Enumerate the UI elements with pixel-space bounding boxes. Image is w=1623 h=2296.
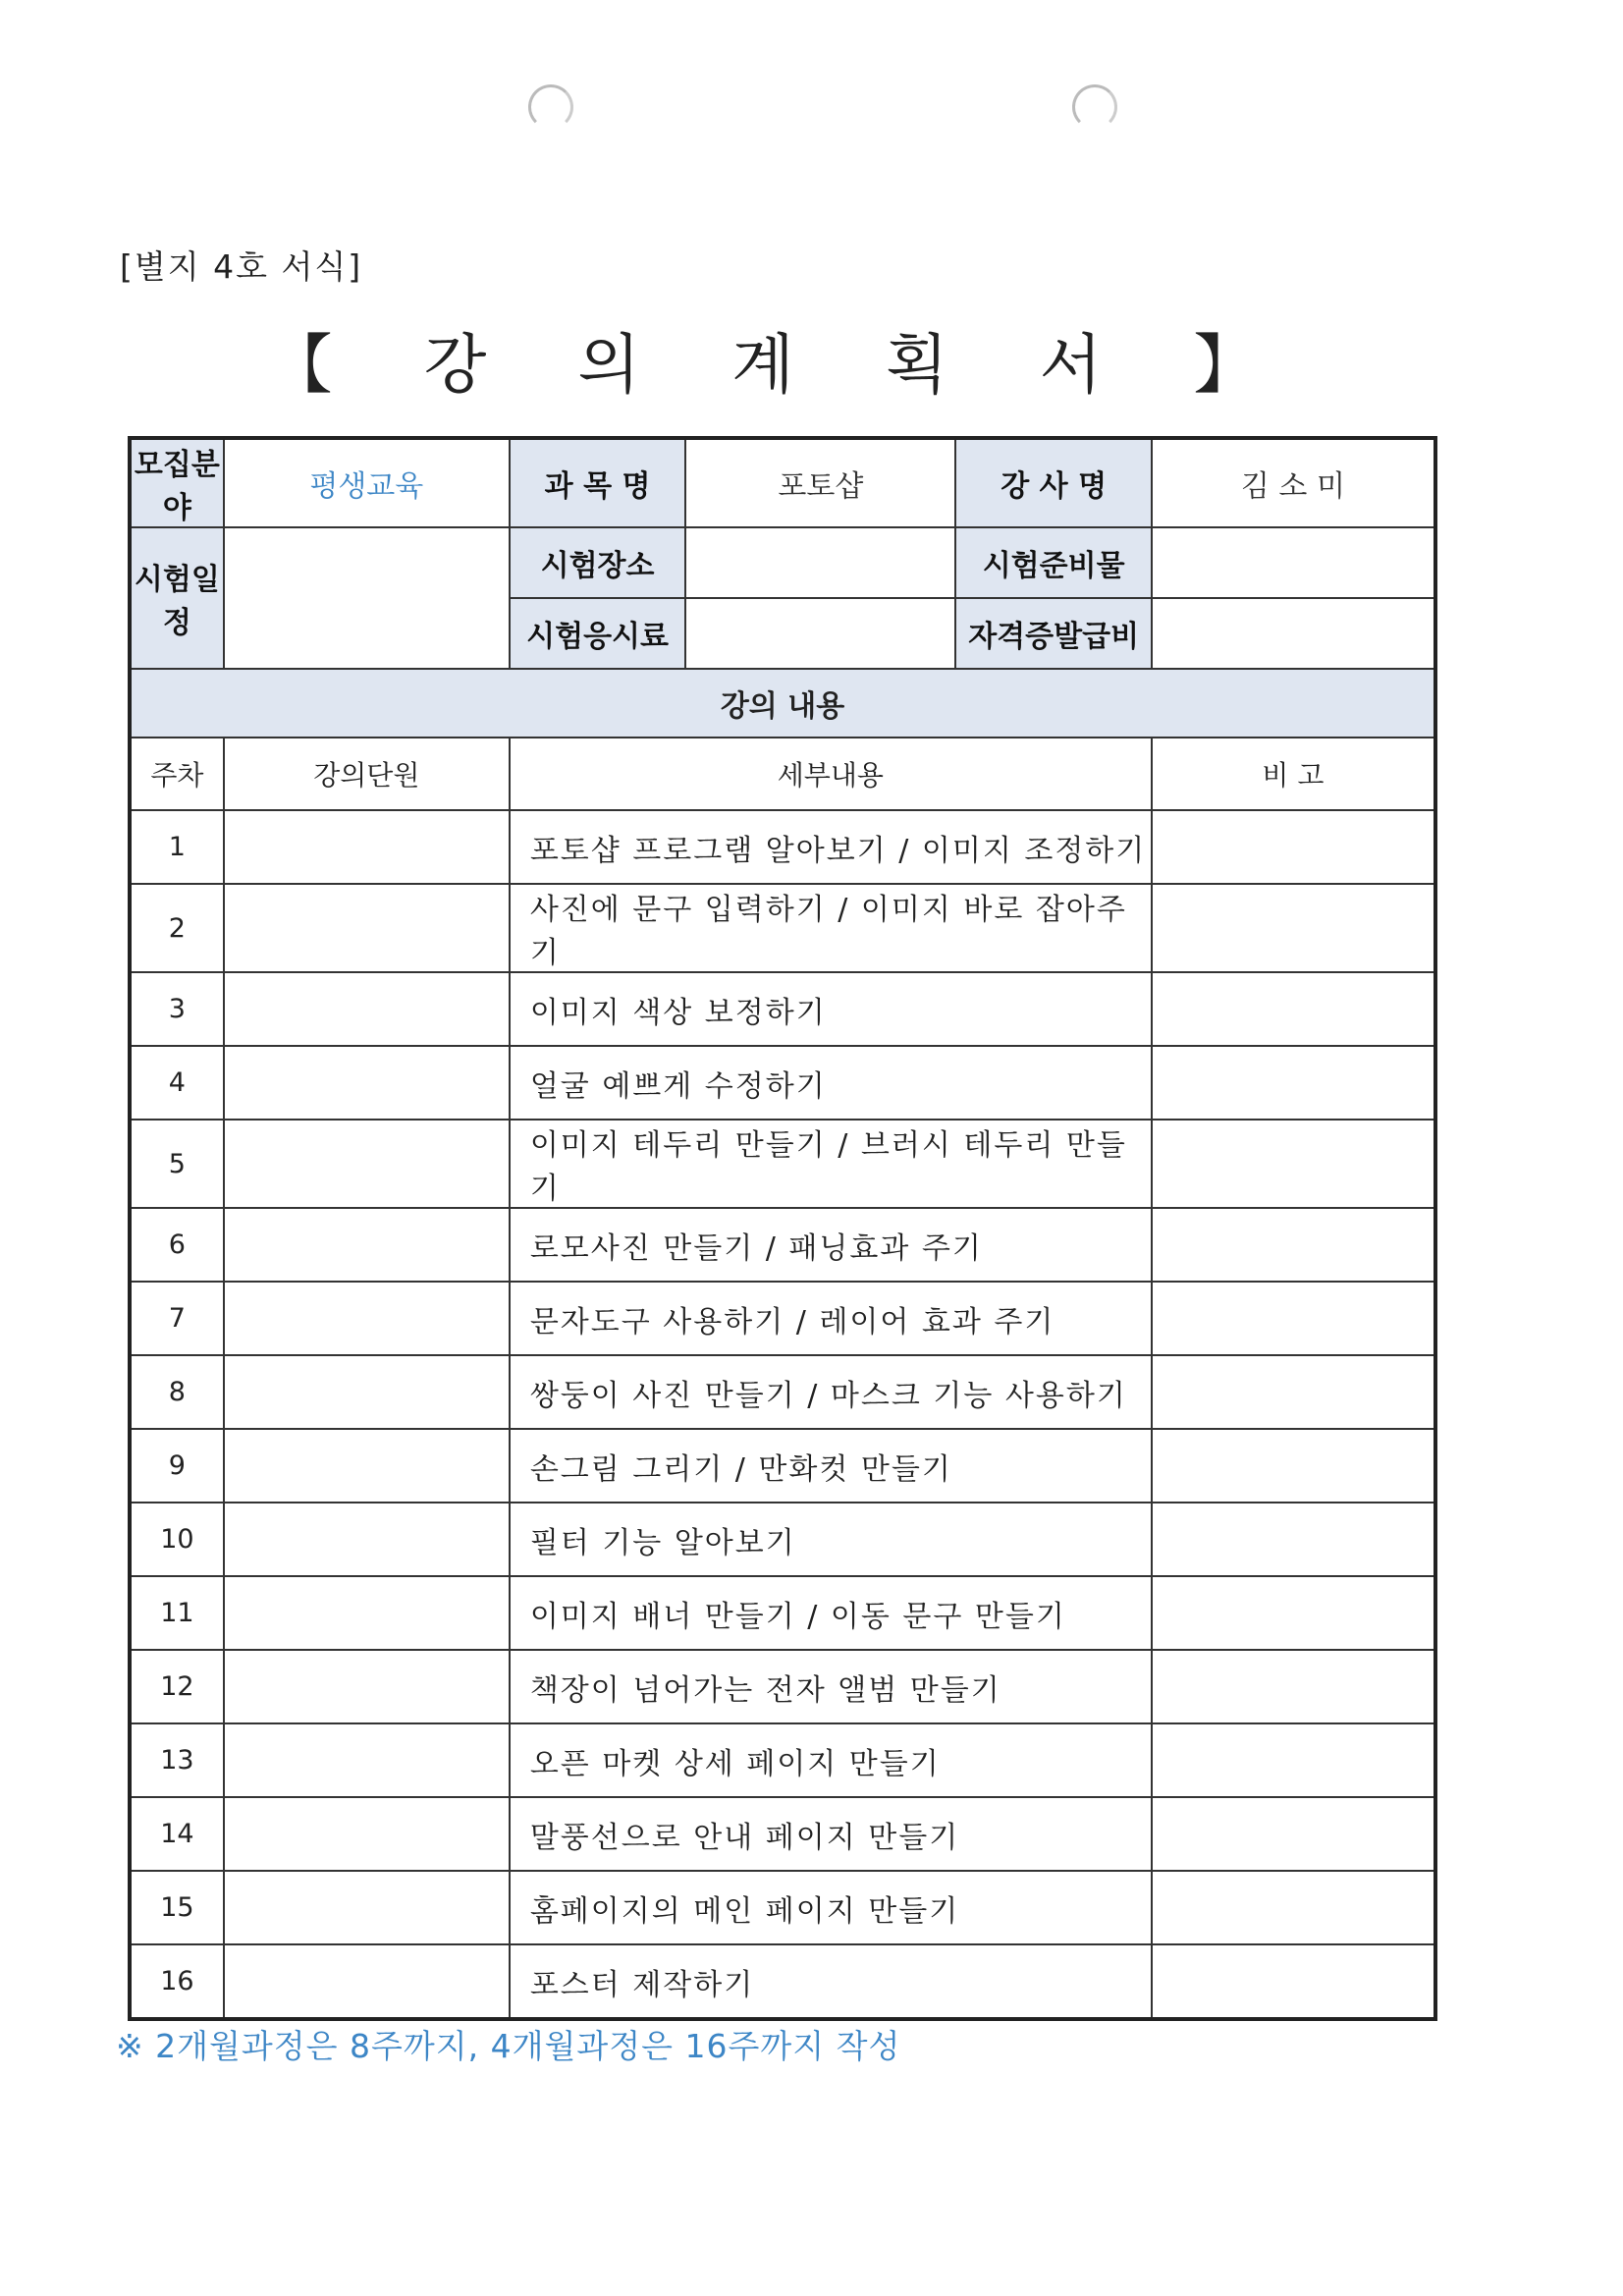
detail-cell: 얼굴 예쁘게 수정하기 <box>510 1046 1152 1120</box>
table-row <box>130 1429 1435 1503</box>
exam-place-value <box>685 527 955 598</box>
unit-cell <box>224 1871 510 1944</box>
table-row <box>130 884 1435 972</box>
detail-cell: 이미지 색상 보정하기 <box>510 972 1152 1046</box>
week-number: 12 <box>130 1650 224 1723</box>
column-header-detail: 세부내용 <box>510 738 1152 810</box>
exam-schedule-value <box>224 527 510 669</box>
detail-cell: 사진에 문구 입력하기 / 이미지 바로 잡아주기 <box>510 884 1152 972</box>
unit-cell <box>224 1503 510 1576</box>
exam-place-label: 시험장소 <box>510 527 685 598</box>
field-label: 모집분야 <box>130 438 224 527</box>
table-row <box>130 1944 1435 2019</box>
week-number: 15 <box>130 1871 224 1944</box>
note-cell <box>1152 1723 1435 1797</box>
exam-fee-value <box>685 598 955 669</box>
note-cell <box>1152 972 1435 1046</box>
column-header-note: 비 고 <box>1152 738 1435 810</box>
week-number: 4 <box>130 1046 224 1120</box>
note-cell <box>1152 1576 1435 1650</box>
note-cell <box>1152 884 1435 972</box>
unit-cell <box>224 810 510 884</box>
table-row <box>130 1650 1435 1723</box>
column-header-unit: 강의단원 <box>224 738 510 810</box>
exam-supplies-label: 시험준비물 <box>955 527 1151 598</box>
unit-cell <box>224 1120 510 1208</box>
unit-cell <box>224 1208 510 1282</box>
detail-cell: 홈페이지의 메인 페이지 만들기 <box>510 1871 1152 1944</box>
punch-hole-right <box>1072 84 1117 130</box>
instructor-value: 김 소 미 <box>1152 438 1435 527</box>
week-number: 16 <box>130 1944 224 2019</box>
column-header-week: 주차 <box>130 738 224 810</box>
exam-schedule-label: 시험일정 <box>130 527 224 669</box>
detail-cell: 책장이 넘어가는 전자 앨범 만들기 <box>510 1650 1152 1723</box>
note-cell <box>1152 1429 1435 1503</box>
detail-cell: 오픈 마켓 상세 페이지 만들기 <box>510 1723 1152 1797</box>
cert-fee-value <box>1152 598 1435 669</box>
detail-cell: 포토샵 프로그램 알아보기 / 이미지 조정하기 <box>510 810 1152 884</box>
detail-cell: 이미지 배너 만들기 / 이동 문구 만들기 <box>510 1576 1152 1650</box>
week-number: 13 <box>130 1723 224 1797</box>
detail-cell: 필터 기능 알아보기 <box>510 1503 1152 1576</box>
table-row <box>130 1355 1435 1429</box>
table-row <box>130 1503 1435 1576</box>
unit-cell <box>224 884 510 972</box>
unit-cell <box>224 1046 510 1120</box>
instructor-label: 강 사 명 <box>955 438 1151 527</box>
section-title: 강의 내용 <box>130 669 1435 738</box>
week-rows <box>130 810 1435 2019</box>
exam-fee-label: 시험응시료 <box>510 598 685 669</box>
lecture-plan-table <box>128 436 1437 2021</box>
table-row <box>130 1723 1435 1797</box>
punch-hole-left <box>528 84 573 130</box>
detail-cell: 포스터 제작하기 <box>510 1944 1152 2019</box>
detail-cell: 말풍선으로 안내 페이지 만들기 <box>510 1797 1152 1871</box>
unit-cell <box>224 1650 510 1723</box>
week-number: 10 <box>130 1503 224 1576</box>
week-number: 6 <box>130 1208 224 1282</box>
note-cell <box>1152 1650 1435 1723</box>
footer-note: ※ 2개월과정은 8주까지, 4개월과정은 16주까지 작성 <box>116 2027 901 2065</box>
unit-cell <box>224 1944 510 2019</box>
document-title: 【 강 의 계 획 서 】 <box>267 327 1294 403</box>
week-number: 11 <box>130 1576 224 1650</box>
table-row <box>130 1120 1435 1208</box>
note-cell <box>1152 810 1435 884</box>
field-value: 평생교육 <box>224 438 510 527</box>
week-number: 9 <box>130 1429 224 1503</box>
detail-cell: 손그림 그리기 / 만화컷 만들기 <box>510 1429 1152 1503</box>
table-row <box>130 972 1435 1046</box>
note-cell <box>1152 1208 1435 1282</box>
table-row <box>130 810 1435 884</box>
detail-cell: 이미지 테두리 만들기 / 브러시 테두리 만들기 <box>510 1120 1152 1208</box>
detail-cell: 문자도구 사용하기 / 레이어 효과 주기 <box>510 1282 1152 1355</box>
note-cell <box>1152 1355 1435 1429</box>
note-cell <box>1152 1871 1435 1944</box>
week-number: 3 <box>130 972 224 1046</box>
table-row <box>130 1282 1435 1355</box>
table-row <box>130 1797 1435 1871</box>
week-number: 8 <box>130 1355 224 1429</box>
detail-cell: 쌍둥이 사진 만들기 / 마스크 기능 사용하기 <box>510 1355 1152 1429</box>
detail-cell: 로모사진 만들기 / 패닝효과 주기 <box>510 1208 1152 1282</box>
table-row <box>130 1208 1435 1282</box>
subject-label: 과 목 명 <box>510 438 685 527</box>
week-number: 7 <box>130 1282 224 1355</box>
note-cell <box>1152 1282 1435 1355</box>
note-cell <box>1152 1797 1435 1871</box>
table-row <box>130 1046 1435 1120</box>
unit-cell <box>224 1576 510 1650</box>
form-label: [별지 4호 서식] <box>120 247 363 286</box>
exam-supplies-value <box>1152 527 1435 598</box>
week-number: 1 <box>130 810 224 884</box>
unit-cell <box>224 1355 510 1429</box>
table-row <box>130 1871 1435 1944</box>
note-cell <box>1152 1944 1435 2019</box>
unit-cell <box>224 1723 510 1797</box>
unit-cell <box>224 972 510 1046</box>
subject-value: 포토샵 <box>685 438 955 527</box>
table-row <box>130 1576 1435 1650</box>
unit-cell <box>224 1429 510 1503</box>
unit-cell <box>224 1282 510 1355</box>
note-cell <box>1152 1120 1435 1208</box>
unit-cell <box>224 1797 510 1871</box>
week-number: 14 <box>130 1797 224 1871</box>
cert-fee-label: 자격증발급비 <box>955 598 1151 669</box>
week-number: 5 <box>130 1120 224 1208</box>
note-cell <box>1152 1046 1435 1120</box>
note-cell <box>1152 1503 1435 1576</box>
week-number: 2 <box>130 884 224 972</box>
